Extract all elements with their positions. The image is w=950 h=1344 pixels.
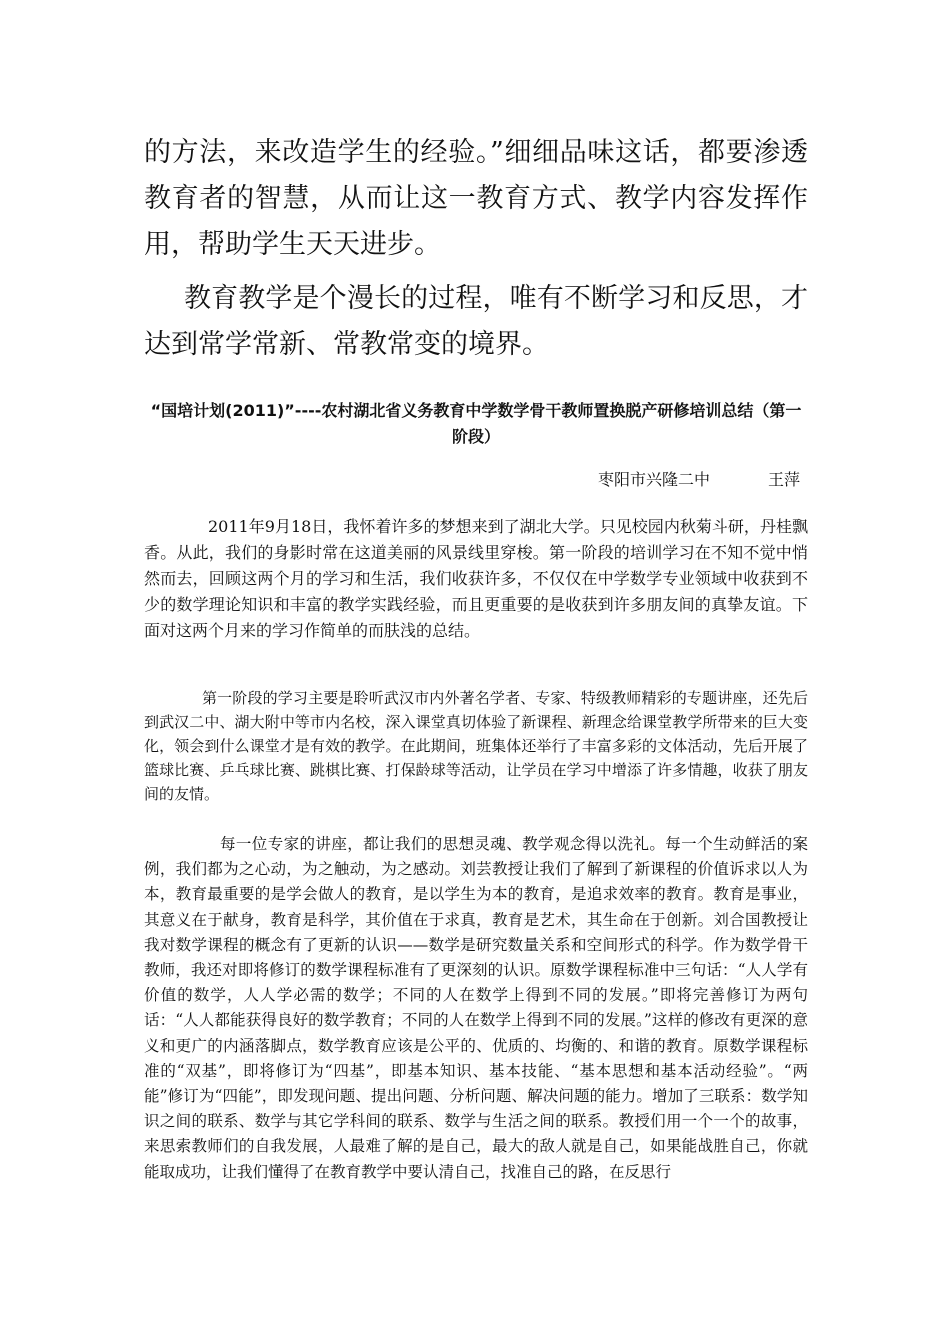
body-paragraph-2: 第一阶段的学习主要是聆听武汉市内外著名学者、专家、特级教师精彩的专题讲座，还先后到武汉二中、湖大附中等市内名校，深入课堂真切体验了新课程、新理念给课堂教学所带来的巨大变化，领会到什么课堂才是有效的教学。在此期间，班集体还举行了丰富多彩的文体活动，先后开展了篮球比赛、乒乓球比赛、跳棋比赛、打保龄球等活动，让学员在学习中增添了许多情趣，收获了朋友间的友情。 [144,689,808,803]
body-paragraph-1: 2011年9月18日，我怀着许多的梦想来到了湖北大学。只见校园内秋菊斗研，丹桂飘香。从此，我们的身影时常在这道美丽的风景线里穿梭。第一阶段的培训学习在不知不觉中悄然而去，回顾这两个月的学习和生活，我们收获许多，不仅仅在中学数学专业领域中收获到不少的数学理论知识和丰富的教学实践经验，而且更重要的是收获到许多朋友间的真挚友谊。下面对这两个月来的学习作简单的而肤浅的总结。 [144,517,808,640]
author-name: 王萍 [767,470,800,489]
article-title: “国培计划(2011)”----农村湖北省义务教育中学数学骨干教师置换脱产研修培训总结（第一阶段） [150,401,802,446]
author-school: 枣阳市兴隆二中 [597,470,710,489]
intro-paragraph-2: 教育教学是个漫长的过程，唯有不断学习和反思，才达到常学常新、常教常变的境界。 [144,283,808,360]
intro-paragraph-1: 的方法，来改造学生的经验。”细细品味这话，都要渗透 教育者的智慧，从而让这一教育方式、教学内容发挥作用，帮助学生天天进步。 [144,137,808,260]
body-paragraph-3: 每一位专家的讲座，都让我们的思想灵魂、教学观念得以洗礼。每一个生动鲜活的案例，我们都为之心动，为之触动，为之感动。刘芸教授让我们了解到了新课程的价值诉求以人为本，教育最重要的是学会做人的教育，是以学生为本的教育，是追求效率的教育。教育是事业，其意义在于献身，教育是科学，其价值在于求真，教育是艺术，其生命在于创新。刘合国教授让我对数学课程的概念有了更新的认识——数学是研究数量关系和空间形式的科学。作为数学骨干教师，我还对即将修订的数学课程标准有了更深刻的认识。原数学课程标准中三句话：“人人学有价值的数学，人人学必需的数学；不同的人在数学上得到不同的发展。”即将完善修订为两句话：“人人都能获得良好的数学教育；不同的人在数学上得到不同的发展。”这样的修改有更深的意义和更广的内涵落脚点，数学教育应该是公平的、优质的、均衡的、和谐的教育。原数学课程标准的“双基”，即将修订为“四基”，即基本知识、基本技能、“基本思想和基本活动经验”。“两能”修订为“四能”，即发现问题、提出问题、分析问题、解决问题的能力。增加了三联系：数学知识之间的联系、数学与其它学科间的联系、数学与生活之间的联系。教授们用一个一个的故事，来思索教师们的自我发展，人最难了解的是自己，最大的敌人就是自己，如果能战胜自己，你就能取成功，让我们懂得了在教育教学中要认清自己，找准自己的路，在反思行 [144,835,808,1181]
author-line [598,468,800,492]
intro-section [144,130,808,368]
